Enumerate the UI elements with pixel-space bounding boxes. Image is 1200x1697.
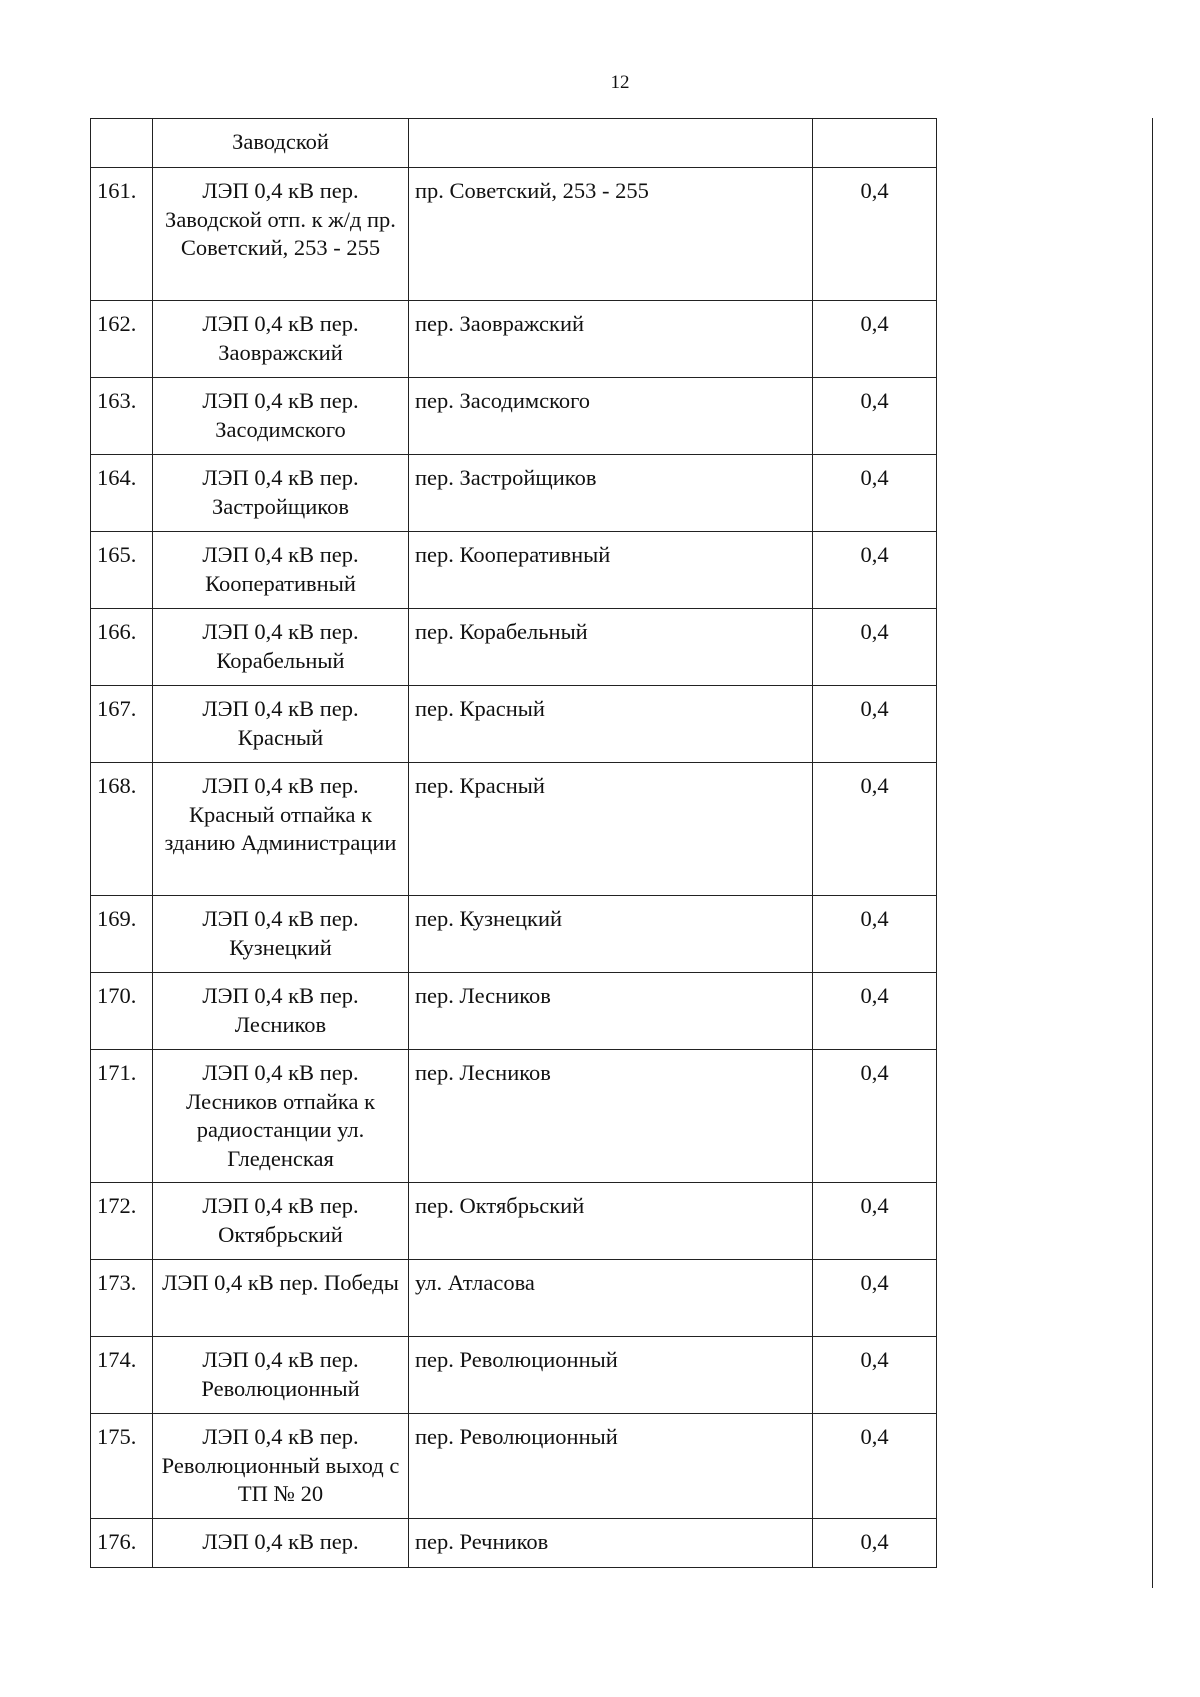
line-voltage: 0,4 [813, 301, 937, 378]
line-voltage: 0,4 [813, 1337, 937, 1414]
line-name: ЛЭП 0,4 кВ пер. Красный [153, 686, 409, 763]
row-number: 168. [91, 763, 153, 896]
line-address: пер. Речников [409, 1519, 813, 1568]
row-number: 171. [91, 1050, 153, 1183]
table-row [91, 1050, 937, 1183]
table-row [91, 532, 937, 609]
table-row [91, 455, 937, 532]
row-number: 170. [91, 973, 153, 1050]
line-name: ЛЭП 0,4 кВ пер. Застройщиков [153, 455, 409, 532]
row-number [91, 119, 153, 168]
line-address: пер. Корабельный [409, 609, 813, 686]
line-voltage [813, 119, 937, 168]
line-voltage: 0,4 [813, 973, 937, 1050]
line-name: ЛЭП 0,4 кВ пер. Лесников [153, 973, 409, 1050]
line-voltage: 0,4 [813, 896, 937, 973]
line-voltage: 0,4 [813, 686, 937, 763]
line-name: ЛЭП 0,4 кВ пер. Октябрьский [153, 1183, 409, 1260]
table-row [91, 973, 937, 1050]
line-address: пер. Октябрьский [409, 1183, 813, 1260]
line-address: пер. Лесников [409, 1050, 813, 1183]
table-row [91, 1183, 937, 1260]
table-body [91, 119, 937, 1568]
row-number: 175. [91, 1414, 153, 1519]
row-number: 164. [91, 455, 153, 532]
table-row [91, 763, 937, 896]
row-number: 162. [91, 301, 153, 378]
row-number: 165. [91, 532, 153, 609]
table-row [91, 609, 937, 686]
line-address [409, 119, 813, 168]
row-number: 174. [91, 1337, 153, 1414]
line-name: ЛЭП 0,4 кВ пер. Корабельный [153, 609, 409, 686]
line-address: пер. Лесников [409, 973, 813, 1050]
line-name: ЛЭП 0,4 кВ пер. Заовражский [153, 301, 409, 378]
line-address: пер. Кооперативный [409, 532, 813, 609]
table-row [91, 1414, 937, 1519]
line-address: пер. Революционный [409, 1414, 813, 1519]
line-address: ул. Атласова [409, 1260, 813, 1337]
line-name: ЛЭП 0,4 кВ пер. Засодимского [153, 378, 409, 455]
line-address: пер. Застройщиков [409, 455, 813, 532]
line-voltage: 0,4 [813, 609, 937, 686]
line-address: пер. Революционный [409, 1337, 813, 1414]
row-number: 167. [91, 686, 153, 763]
line-voltage: 0,4 [813, 168, 937, 301]
table-row [91, 1337, 937, 1414]
power-line-table [90, 118, 937, 1568]
table-row [91, 1519, 937, 1568]
line-address: пр. Советский, 253 - 255 [409, 168, 813, 301]
margin-rule [1152, 118, 1153, 1588]
row-number: 163. [91, 378, 153, 455]
line-voltage: 0,4 [813, 763, 937, 896]
line-address: пер. Засодимского [409, 378, 813, 455]
line-name: ЛЭП 0,4 кВ пер. Лесников отпайка к радиостанции ул. Гледенская [153, 1050, 409, 1183]
row-number: 176. [91, 1519, 153, 1568]
line-name: ЛЭП 0,4 кВ пер. Революционный [153, 1337, 409, 1414]
table-row [91, 119, 937, 168]
line-name: Заводской [153, 119, 409, 168]
table-row [91, 1260, 937, 1337]
table-row [91, 301, 937, 378]
line-address: пер. Красный [409, 686, 813, 763]
line-name: ЛЭП 0,4 кВ пер. Победы [153, 1260, 409, 1337]
line-name: ЛЭП 0,4 кВ пер. [153, 1519, 409, 1568]
row-number: 173. [91, 1260, 153, 1337]
line-voltage: 0,4 [813, 455, 937, 532]
line-address: пер. Кузнецкий [409, 896, 813, 973]
page-number: 12 [610, 72, 630, 93]
line-voltage: 0,4 [813, 1519, 937, 1568]
line-name: ЛЭП 0,4 кВ пер. Кооперативный [153, 532, 409, 609]
line-address: пер. Красный [409, 763, 813, 896]
table-row [91, 168, 937, 301]
line-voltage: 0,4 [813, 378, 937, 455]
line-voltage: 0,4 [813, 1050, 937, 1183]
row-number: 166. [91, 609, 153, 686]
table-row [91, 896, 937, 973]
line-voltage: 0,4 [813, 1414, 937, 1519]
line-name: ЛЭП 0,4 кВ пер. Революционный выход с ТП № 20 [153, 1414, 409, 1519]
line-address: пер. Заовражский [409, 301, 813, 378]
row-number: 169. [91, 896, 153, 973]
table-row [91, 378, 937, 455]
line-voltage: 0,4 [813, 1183, 937, 1260]
table-row [91, 686, 937, 763]
line-name: ЛЭП 0,4 кВ пер. Кузнецкий [153, 896, 409, 973]
row-number: 161. [91, 168, 153, 301]
line-voltage: 0,4 [813, 1260, 937, 1337]
row-number: 172. [91, 1183, 153, 1260]
line-name: ЛЭП 0,4 кВ пер. Красный отпайка к зданию Администрации [153, 763, 409, 896]
line-voltage: 0,4 [813, 532, 937, 609]
line-name: ЛЭП 0,4 кВ пер. Заводской отп. к ж/д пр. Советский, 253 - 255 [153, 168, 409, 301]
